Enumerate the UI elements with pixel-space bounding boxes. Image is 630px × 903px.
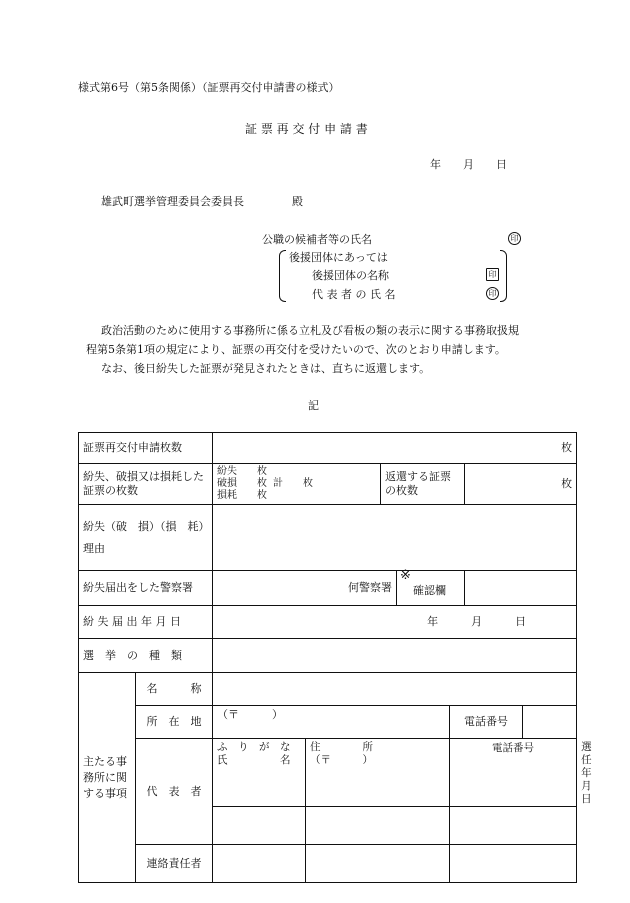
sheets-unit: 枚 bbox=[561, 441, 573, 454]
candidate-seal: 印 bbox=[508, 231, 521, 245]
reissue-count-field[interactable] bbox=[213, 433, 577, 464]
row-election-type bbox=[79, 639, 577, 673]
date-line: 年 月 日 bbox=[430, 158, 507, 171]
reason-label: 紛失（破 損）（損 耗） 理由 bbox=[79, 505, 213, 571]
election-type-field[interactable] bbox=[213, 639, 577, 673]
application-form-table bbox=[78, 432, 603, 883]
police-station-label: 紛失届出をした警察署 bbox=[79, 571, 213, 606]
lost-item: 紛失 枚 bbox=[217, 466, 267, 477]
confirm-label: 確認欄 bbox=[413, 584, 446, 597]
support-group-note: 後援団体にあっては bbox=[289, 251, 388, 264]
row-lost-count bbox=[79, 464, 577, 505]
asterisk-mark: ※ bbox=[400, 568, 411, 583]
rep-phone-field[interactable] bbox=[450, 807, 577, 845]
paragraph-2: なお、後日紛失した証票が発見されたときは、直ちに返還します。 bbox=[101, 362, 431, 375]
report-date-value: 年 月 日 bbox=[427, 615, 527, 628]
rep-phone-header: 電話番号 bbox=[450, 739, 577, 807]
lost-count-label: 紛失、破損又は損耗した証票の枚数 bbox=[79, 464, 213, 505]
contact-phone-field[interactable] bbox=[450, 845, 577, 883]
row-reissue-count bbox=[79, 433, 577, 464]
contact-name-field[interactable] bbox=[213, 845, 306, 883]
return-count-label: 返還する証票の枚数 bbox=[381, 464, 465, 505]
office-address-label: 所 在 地 bbox=[136, 706, 213, 739]
row-reason bbox=[79, 505, 577, 571]
row-police bbox=[79, 571, 577, 606]
lost-count-field[interactable] bbox=[213, 464, 381, 505]
paragraph-1-line-1: 政治活動のために使用する事務所に係る立札及び看板の類の表示に関する事務取扱規 bbox=[101, 324, 519, 337]
representative-row-label: 代 表 者 bbox=[136, 739, 213, 845]
rep-name-header: ふ り が な 氏 名 bbox=[213, 739, 306, 807]
contact-person-label: 連絡責任者 bbox=[136, 845, 213, 883]
office-name-field[interactable] bbox=[213, 673, 577, 706]
row-office-address bbox=[79, 706, 577, 739]
sheets-unit: 枚 bbox=[561, 477, 573, 490]
reissue-count-label: 証票再交付申請枚数 bbox=[79, 433, 213, 464]
damaged-item: 破損 枚 bbox=[217, 478, 267, 489]
document-title: 証 票 再 交 付 申 請 書 bbox=[245, 122, 368, 136]
paragraph-1-line-2: 程第5条第1項の規定により、証票の再交付を受けたいので、次のとおり申請します。 bbox=[86, 343, 506, 356]
confirm-cell bbox=[397, 568, 465, 606]
office-address-field[interactable] bbox=[213, 706, 450, 739]
addressee: 雄武町選挙管理委員会委員長 bbox=[101, 195, 244, 208]
right-brace bbox=[500, 250, 507, 302]
office-phone-label: 電話番号 bbox=[450, 706, 523, 739]
worn-item: 損耗 枚 bbox=[217, 490, 267, 501]
election-type-label: 選 挙 の 種 類 bbox=[79, 639, 213, 673]
row-contact bbox=[79, 845, 577, 883]
candidate-name-label: 公職の候補者等の氏名 bbox=[262, 233, 372, 246]
support-group-seal: 印 bbox=[486, 267, 499, 281]
confirm-field[interactable] bbox=[465, 571, 577, 606]
office-name-label: 名 称 bbox=[136, 673, 213, 706]
report-date-field[interactable] bbox=[213, 606, 577, 639]
left-brace bbox=[279, 250, 286, 302]
report-date-label: 紛 失 届 出 年 月 日 bbox=[79, 606, 213, 639]
row-office-name bbox=[79, 673, 577, 706]
return-count-field[interactable] bbox=[465, 464, 577, 505]
contact-address-field[interactable] bbox=[306, 845, 450, 883]
rep-name-field[interactable] bbox=[213, 807, 306, 845]
support-group-name-label: 後援団体の名称 bbox=[312, 269, 389, 282]
addressee-suffix: 殿 bbox=[292, 195, 303, 208]
police-station-field[interactable] bbox=[213, 571, 397, 606]
rep-address-header: 住 所 （〒 ） bbox=[306, 739, 450, 807]
rep-address-field[interactable] bbox=[306, 807, 450, 845]
police-suffix: 何警察署 bbox=[348, 581, 392, 594]
row-representative: 代 表 者 ふ り が な 氏 名 住 所 （〒 ） 電話番号 選 任 年月日 bbox=[79, 739, 577, 807]
office-group-label: 主たる事務所に関する事項 bbox=[79, 673, 136, 883]
total-label: 計 枚 bbox=[273, 478, 313, 489]
office-phone-field[interactable] bbox=[523, 706, 577, 739]
ki-mark: 記 bbox=[308, 399, 319, 412]
representative-label: 代 表 者 の 氏 名 bbox=[312, 288, 396, 301]
postal-mark: （〒 ） bbox=[217, 708, 283, 721]
row-report-date bbox=[79, 606, 577, 639]
reason-field[interactable] bbox=[213, 505, 577, 571]
representative-seal: 印 bbox=[486, 286, 499, 300]
form-reference: 様式第6号（第5条関係）（証票再交付申請書の様式） bbox=[78, 81, 340, 94]
